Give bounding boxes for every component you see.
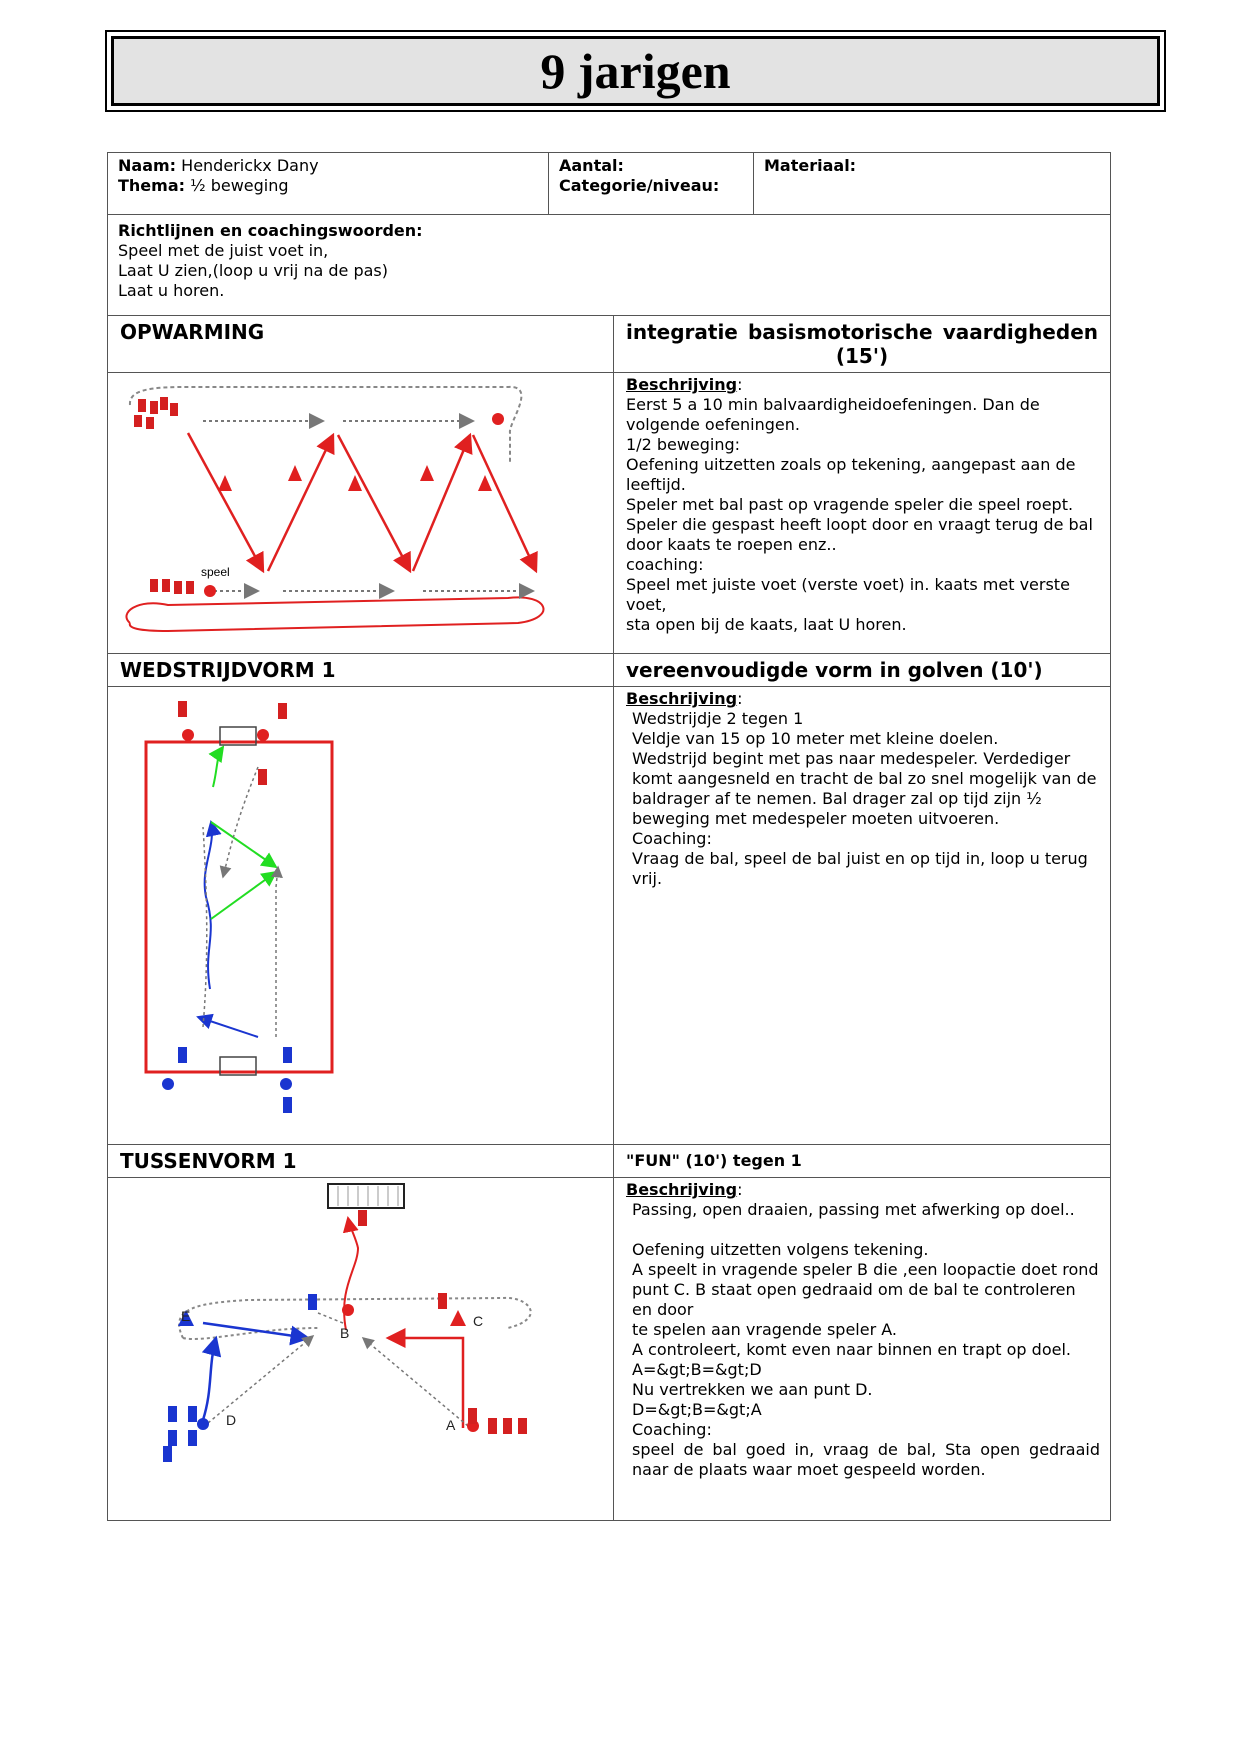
opwarming-diagram-cell — [108, 373, 614, 654]
richtlijnen-line: Laat u horen. — [118, 281, 225, 300]
thema-value: ½ beweging — [190, 176, 289, 195]
description-line: Passing, open draaien, passing met afwerking op doel.. — [632, 1200, 1075, 1219]
tussenvorm-description: Beschrijving: Passing, open draaien, passing met afwerking op doel.. Oefening uitzetten volgens tekening. A speelt in vragende speler B die ,een loopactie doet rond punt C. B staat open gedraaid om de bal te controleren en door te spelen aan vragende speler A. A controleert, komt even naar binnen en trapt op doel. A=&gt;B=&gt;D Nu vertrekken we aan punt D. D=&gt;B=&gt;A Coaching: speel de bal goed in, vraag de bal, Sta open gedraaid naar de plaats waar moet gespeeld worden. — [614, 1178, 1111, 1521]
description-line: Speler met bal past op vragende speler die speel roept. — [626, 495, 1074, 514]
info-table — [107, 152, 1111, 316]
aantal-cell — [549, 153, 754, 215]
description-line: Coaching: — [632, 829, 712, 848]
description-line: Speler die gespast heeft loopt door en vraagt terug de bal door kaats te roepen enz.. — [626, 515, 1093, 554]
description-line: Nu vertrekken we aan punt D. — [632, 1380, 873, 1399]
description-line — [626, 1220, 1100, 1240]
richtlijnen-label: Richtlijnen en coachingswoorden: — [118, 221, 423, 240]
sections-table — [107, 315, 1111, 1521]
tussenvorm-subtitle: "FUN" (10') tegen 1 — [614, 1145, 1111, 1178]
description-line: coaching: — [626, 555, 704, 574]
wedstrijdvorm-title: WEDSTRIJDVORM 1 — [108, 654, 614, 687]
richtlijnen-cell — [108, 215, 1111, 316]
materiaal-label: Materiaal: — [764, 156, 857, 175]
point-e-label: E — [181, 1308, 191, 1324]
opwarming-description: Beschrijving: Eerst 5 a 10 min balvaardigheidoefeningen. Dan de volgende oefeningen. 1/2 beweging: Oefening uitzetten zoals op tekening, aangepast aan de leeftijd. Speler met bal past op vragende speler die speel roept. Speler die gespast heeft loopt door en vraagt terug de bal door kaats te roepen enz.. coaching: Speel met juiste voet (verste voet) in. kaats met verste voet, sta open bij de kaats, laat U horen. — [614, 373, 1111, 654]
point-c-label: C — [473, 1313, 484, 1329]
naam-label: Naam: — [118, 156, 177, 175]
tussenvorm-diagram-cell — [108, 1178, 614, 1521]
beschrijving-label: Beschrijving — [626, 689, 738, 708]
opwarming-diagram — [108, 373, 588, 653]
description-line: A controleert, komt even naar binnen en trapt op doel. — [632, 1340, 1071, 1359]
beschrijving-label: Beschrijving — [626, 375, 738, 394]
description-line: sta open bij de kaats, laat U horen. — [626, 615, 907, 634]
description-line: speel de bal goed in, vraag de bal, Sta open gedraaid naar de plaats waar moet gespeeld worden. — [632, 1440, 1100, 1479]
opwarming-subtitle: integratie basismotorische vaardigheden (15') — [614, 316, 1111, 373]
bottom-route — [126, 597, 543, 631]
description-line: A=&gt;B=&gt;D — [632, 1360, 762, 1379]
description-line: Wedstrijdje 2 tegen 1 — [632, 709, 804, 728]
description-line: D=&gt;B=&gt;A — [632, 1400, 762, 1419]
wedstrijdvorm-diagram-cell — [108, 687, 614, 1145]
wedstrijdvorm-description: Beschrijving: Wedstrijdje 2 tegen 1 Veldje van 15 op 10 meter met kleine doelen. Wedstrijd begint met pas naar medespeler. Verdediger komt aangesneld en tracht de bal zo snel mogelijk van de baldrager af te nemen. Bal drager zal op tijd zijn ½ beweging met medespeler moeten uitvoeren. Coaching: Vraag de bal, speel de bal juist en op tijd in, loop u terug vrij. — [614, 687, 1111, 1145]
description-line: Eerst 5 a 10 min balvaardigheidoefeningen. Dan de volgende oefeningen. — [626, 395, 1040, 434]
description-line: 1/2 beweging: — [626, 435, 741, 454]
wedstrijdvorm-subtitle: vereenvoudigde vorm in golven (10') — [614, 654, 1111, 687]
richtlijnen-line: Speel met de juist voet in, — [118, 241, 329, 260]
point-b-label: B — [340, 1325, 350, 1341]
materiaal-cell — [754, 153, 1111, 215]
aantal-label: Aantal: — [559, 156, 624, 175]
description-line: Oefening uitzetten zoals op tekening, aangepast aan de leeftijd. — [626, 455, 1076, 494]
description-line: Oefening uitzetten volgens tekening. — [632, 1240, 929, 1259]
description-line: Coaching: — [632, 1420, 712, 1439]
naam-thema-cell — [108, 153, 549, 215]
thema-label: Thema: — [118, 176, 186, 195]
point-a-label: A — [446, 1417, 456, 1433]
point-d-label: D — [226, 1412, 237, 1428]
description-line: Vraag de bal, speel de bal juist en op tijd in, loop u terug vrij. — [632, 849, 1088, 888]
naam-value: Henderickx Dany — [181, 156, 319, 175]
categorie-label: Categorie/niveau: — [559, 176, 720, 195]
beschrijving-label: Beschrijving — [626, 1180, 738, 1199]
description-line: A speelt in vragende speler B die ,een loopactie doet rond punt C. B staat open gedraaid om de bal te controleren en door — [632, 1260, 1099, 1319]
title-box — [105, 30, 1166, 112]
page-title: 9 jarigen — [540, 43, 731, 99]
tussenvorm-diagram — [108, 1178, 588, 1518]
richtlijnen-line: Laat U zien,(loop u vrij na de pas) — [118, 261, 389, 280]
title-inner — [111, 36, 1160, 106]
opwarming-title: OPWARMING — [108, 316, 614, 373]
description-line: Speel met juiste voet (verste voet) in. kaats met verste voet, — [626, 575, 1070, 614]
tussenvorm-title: TUSSENVORM 1 — [108, 1145, 614, 1178]
description-line: te spelen aan vragende speler A. — [632, 1320, 898, 1339]
wedstrijdvorm-diagram — [108, 687, 588, 1143]
description-line: Wedstrijd begint met pas naar medespeler. Verdediger komt aangesneld en tracht de bal zo snel mogelijk van de baldrager af te nemen. Bal drager zal op tijd zijn ½ beweging met medespeler moeten uitvoeren. — [632, 749, 1097, 828]
speel-label: speel — [201, 565, 230, 579]
description-line: Veldje van 15 op 10 meter met kleine doelen. — [632, 729, 999, 748]
